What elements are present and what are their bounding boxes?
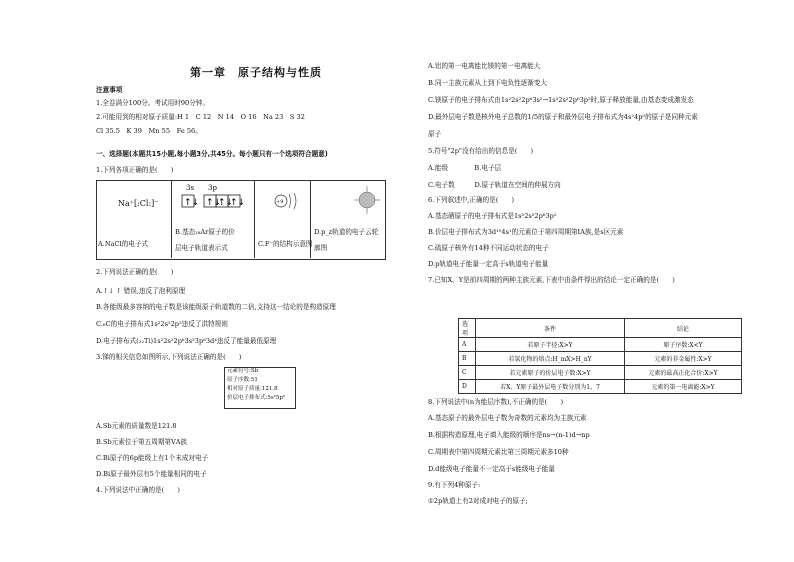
q7-row-d-conclusion: 元素的第一电离能:X>Y [625, 380, 742, 394]
notice-line-2: 2.可能用到的相对原子质量:H 1 C 12 N 14 O 16 Na 23 S 32 [96, 113, 305, 121]
q4-stem: 4.下列说法中正确的是( ) [96, 486, 180, 494]
section-heading: 一、选择题(本题共15小题,每小题3分,共45分。每小题只有一个选项符合题意) [96, 150, 328, 158]
q7-row-c-condition: 若元素原子的价层电子数:X>Y [476, 366, 625, 380]
notice-line-3: Cl 35.5 K 39 Mn 55 Fe 56。 [96, 127, 202, 135]
q3-option-b: B.Sb元素位于第五周期第ⅤA族 [96, 438, 188, 446]
q6-stem: 6.下列叙述中,正确的是( ) [428, 196, 515, 204]
q2-stem: 2.下列说法正确的是( ) [96, 268, 174, 276]
q3-info-2: 原子序数:51 [227, 377, 258, 383]
q4-option-b: B.同一主族元素从上到下电负性逐渐变大 [428, 79, 548, 87]
q7-header-option: 选项 [459, 319, 476, 338]
q1-b-orbital-labels: 3s 3p [186, 184, 217, 192]
q1-option-b-line2: 层电子轨道表示式 [175, 244, 228, 252]
q1-divider-2 [254, 180, 255, 258]
q5-stem: 5.符号"2p"没有给出的信息是( ) [428, 147, 534, 155]
q1-option-d-line1: D.p_z轨道的电子云轮 [314, 228, 379, 236]
q6-option-c: C.硫原子核外有14种不同运动状态的电子 [428, 244, 549, 252]
svg-text:↑↓: ↑↓ [230, 198, 246, 208]
svg-text:↑↓: ↑↓ [184, 198, 200, 208]
q3-stem: 3.锑的相关信息如图所示,下列说法正确的是( ) [96, 353, 242, 361]
q1-option-c: C.F⁻的结构示意图 [258, 240, 313, 248]
q7-row-c-option: C [459, 366, 476, 380]
q6-option-b: B.价层电子排布式为3d¹⁰4s¹的元素位于第四周期第ⅠA族,是s区元素 [428, 228, 624, 236]
q3-info-1: 元素符号:Sb [227, 368, 259, 374]
q2-option-c: C.₆C的电子排布式1s²2s²2p²违反了洪特规则 [96, 320, 228, 328]
q7-row-a-conclusion: 原子序数:X<Y [625, 338, 742, 352]
q7-row-b-condition: 若氢化物的熔点:H_mX>H_nY [476, 352, 625, 366]
q7-row-d-option: D [459, 380, 476, 394]
q3-option-c: C.Bi原子的6p能级上有1个未成对电子 [96, 454, 209, 462]
q7-header-conclusion: 结论 [625, 319, 742, 338]
q7-stem: 7.已知X、Y是前四周期的两种主族元素,下表中由条件得出的结论一定正确的是( ) [428, 276, 675, 284]
q6-option-d: D.p轨道电子能量一定高于s轨道电子能量 [428, 260, 549, 268]
q5-options-ab: A.能级 B.电子层 [428, 164, 502, 172]
q1-c-nucleus-label: +9 [276, 199, 284, 205]
q2-option-a: A.↑↓ ↑ 错误,违反了泡利原理 [96, 287, 186, 295]
q3-option-a: A.Sb元素的质量数是121.8 [96, 422, 177, 430]
q1-b-orbital-boxes [180, 194, 250, 208]
q8-option-b: B.根据构造原理,电子填入能级的顺序是ns→(n-1)d→np [428, 431, 590, 439]
q1-stem: 1.下列各项正确的是( ) [96, 166, 174, 174]
q4-option-a: A.铝的第一电离能比镁的第一电离能大 [428, 62, 541, 70]
q2-option-b: B.各能级最多容纳的电子数是该能级原子轨道数的二倍,支持这一结论的是构造原理 [96, 303, 336, 311]
q7-header-condition: 条件 [476, 319, 625, 338]
q6-option-a: A.基态硒原子的电子排布式是1s²2s²2p⁶3p² [428, 212, 557, 220]
q7-row-c-conclusion: 元素的最高正化合价:X>Y [625, 366, 742, 380]
q1-divider-1 [171, 180, 172, 258]
q1-table [96, 180, 386, 260]
q5-options-cd: C.电子数 D.原子轨道在空间的伸展方向 [428, 181, 561, 189]
svg-text:↑↓: ↑↓ [218, 198, 234, 208]
q1-option-b-line1: B.基态₁₈Ar原子的价 [175, 228, 235, 236]
notice-head: 注意事项 [96, 86, 123, 94]
svg-text:↑↓: ↑↓ [206, 198, 222, 208]
q3-info-4: 价层电子排布式:5s²5p³ [227, 395, 286, 401]
q3-info-3: 相对原子质量:121.8 [227, 386, 278, 392]
q8-option-c: C.周期表中第四周期元素比第三周期元素多10种 [428, 448, 569, 456]
q8-stem: 8.下列说法中(n为能层序数),不正确的是( ) [428, 398, 564, 406]
q1-option-a: A.NaCl的电子式 [98, 240, 149, 248]
q9-stem: 9.有下列4种原子: [428, 481, 481, 489]
q1-option-d-line2: 廓图 [314, 244, 328, 252]
q4-option-d-cont: 原子 [428, 130, 442, 138]
q7-row-d-condition: 若X、Y原子最外层电子数分别为1、7 [476, 380, 625, 394]
q2-option-d: D.电子排布式(₂₂Ti)1s²2s²2p⁶3s²3p⁶3d⁴违反了能量最低原理 [96, 337, 277, 345]
q4-option-c: C.镁原子的电子排布式由1s²2s²2p⁶3s²→1s²2s²2p⁶3p²时,原子释放能量,由基态变成激发态 [428, 96, 694, 104]
q4-option-d: D.最外层电子数是核外电子总数的1/5的原子和最外层电子排布式为4s²4p⁵的原子是同种元素 [428, 113, 698, 121]
page-title: 第一章 原子结构与性质 [190, 66, 322, 79]
q7-table [458, 318, 742, 394]
q1-c-structure-diagram [272, 190, 302, 212]
q7-row-b-conclusion: 元素的非金属性:X>Y [625, 352, 742, 366]
q8-option-a: A.基态原子的最外层电子数为奇数的元素均为主族元素 [428, 414, 587, 422]
q3-option-d: D.Bi原子最外层有5个能量相同的电子 [96, 470, 207, 478]
notice-line-1: 1.全卷满分100分。考试用时90分钟。 [96, 99, 209, 107]
q9-item-1: ①2p轨道上有2对成对电子的原子; [428, 497, 528, 505]
q8-option-d: D.d能级电子能量不一定高于s能级电子能量 [428, 465, 555, 473]
q7-row-a-option: A [459, 338, 476, 352]
q7-row-b-option: B [459, 352, 476, 366]
q7-row-a-condition: 若原子半径:X>Y [476, 338, 625, 352]
q1-a-formula: Na⁺[:Cl:]⁻ [118, 199, 159, 208]
q1-d-orbital-diagram [354, 186, 380, 214]
